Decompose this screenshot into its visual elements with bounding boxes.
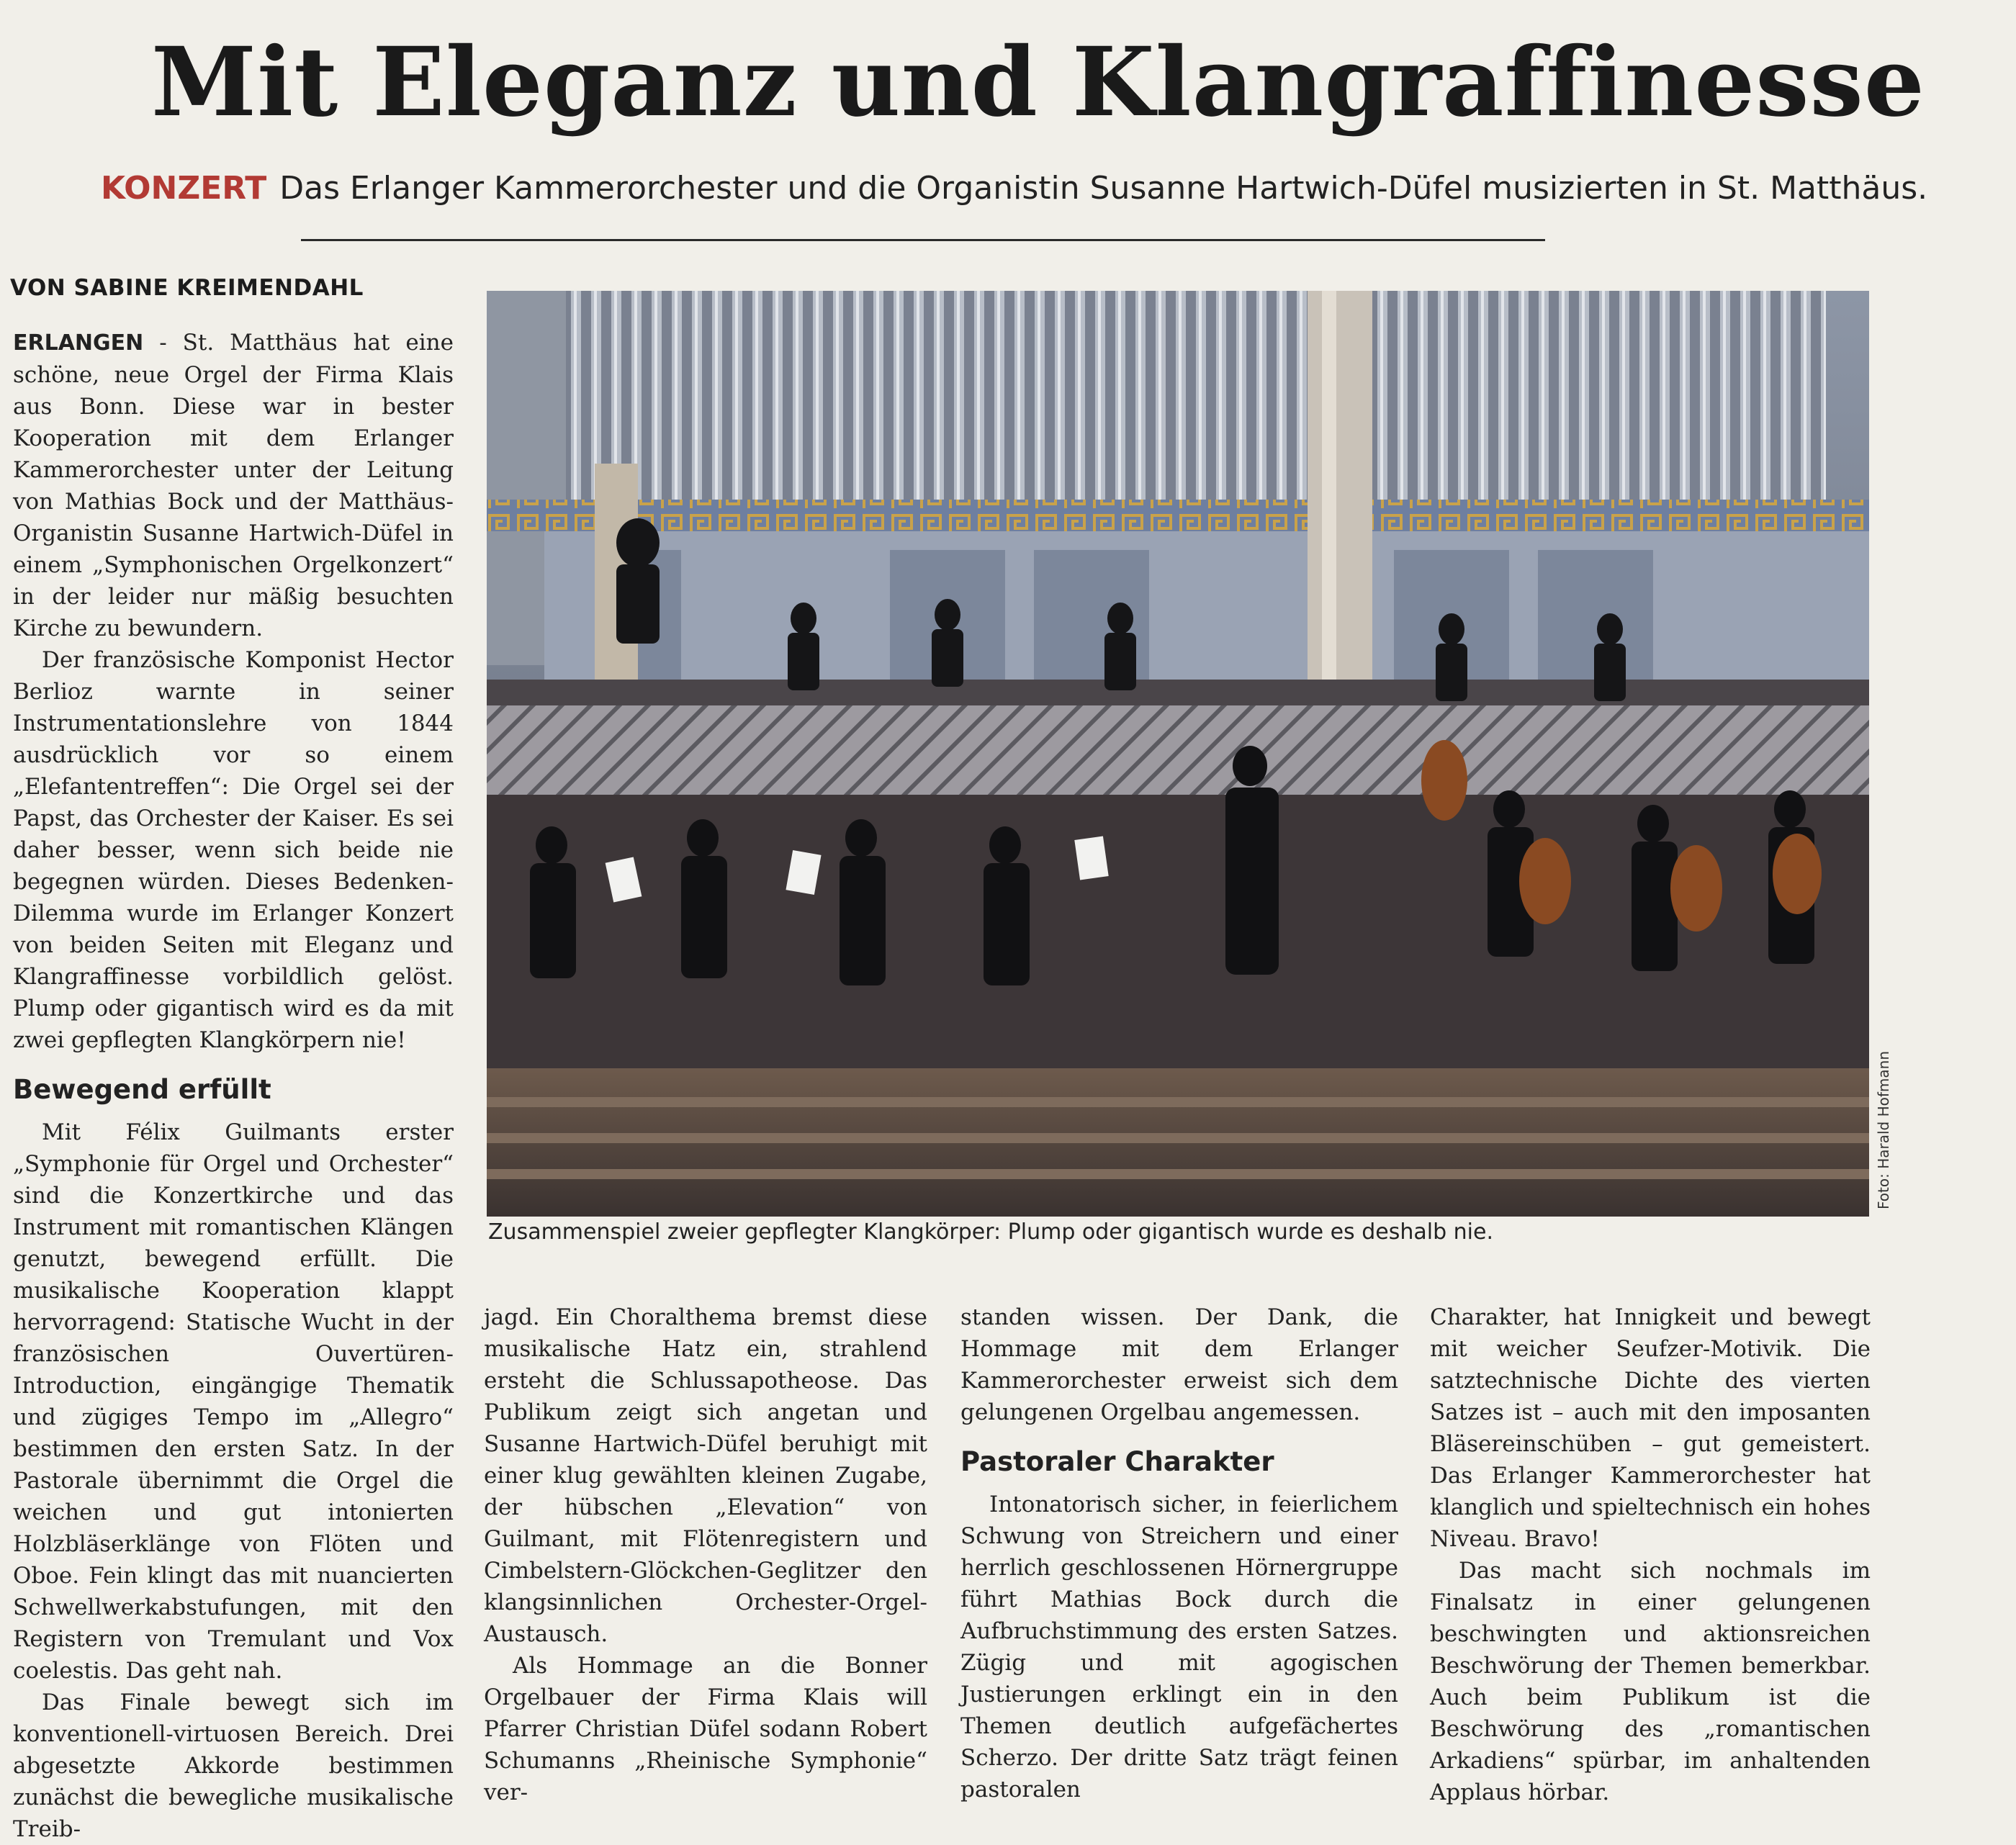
lead-paragraph <box>13 327 454 644</box>
photo-caption: Zusammenspiel zweier gepflegter Klangkörper: Plump oder gigantisch wurde es deshalb nie. <box>488 1219 1494 1245</box>
paragraph-2: Der französische Komponist Hector Berlioz warnte in seiner Instrumentationslehre von 1844 ausdrücklich vor so einem „Elefantentreffen“: Die Orgel sei der Papst, das Orchester der Kaiser. Es sei daher besser, wenn sich beide nie begegnen würden. Dieses Bedenken-Dilemma wurde im Erlanger Konzert von beiden Seiten mit Eleganz und Klangraffinesse vorbildlich gelöst. Plump oder gigantisch wird es da mit zwei gepflegten Klangkörpern nie! <box>13 647 454 1053</box>
byline: VON SABINE KREIMENDAHL <box>10 275 364 301</box>
article-column-2 <box>484 1302 927 1808</box>
subheadline-text: Das Erlanger Kammerorchester und die Organistin Susanne Hartwich-Düfel musizierten in St. Matthäus. <box>279 170 1928 207</box>
headline-rule <box>301 239 1545 241</box>
subhead-bewegend: Bewegend erfüllt <box>13 1074 271 1105</box>
lead-text: - St. Matthäus hat eine schöne, neue Orgel der Firma Klais aus Bonn. Diese war in bester Kooperation mit dem Erlanger Kammerorchester unter der Leitung von Mathias Bock und der Matthäus-Organistin Susanne Hartwich-Düfel in einem „Symphonischen Orgelkonzert“ in der leider nur mäßig besuchten Kirche zu bewundern. <box>13 330 454 641</box>
article-headline: Mit Eleganz und Klangraffinesse <box>151 27 1925 138</box>
subhead-pastoraler: Pastoraler Charakter <box>960 1446 1274 1477</box>
paragraph-5-start: Als Hommage an die Bonner Orgelbauer der Firma Klais will Pfarrer Christian Düfel sodann Robert Schumanns „Rheinische Symphonie“ ver- <box>484 1653 927 1805</box>
orchestra-photo-illustration <box>487 291 1869 1217</box>
article-column-1 <box>13 327 454 1845</box>
paragraph-6-start: Intonatorisch sicher, in feierlichem Schwung von Streichern und einer herrlich geschlossenen Hörnergruppe führt Mathias Bock durch die Aufbruchstimmung des ersten Satzes. Zügig und mit agogischen Justierungen erklingt ein in den Themen deutlich aufgefächertes Scherzo. Der dritte Satz trägt feinen pastoralen <box>960 1492 1398 1803</box>
dateline: ERLANGEN <box>13 330 144 356</box>
paragraph-4-start: Das Finale bewegt sich im konventionell-virtuosen Bereich. Drei abgesetzte Akkorde bestimmen zunächst die bewegliche musikalische Treib- <box>13 1690 454 1842</box>
paragraph-5-end: standen wissen. Der Dank, die Hommage mit dem Erlanger Kammerorchester erweist sich dem gelungenen Orgelbau angemessen. <box>960 1304 1398 1425</box>
paragraph-7: Das macht sich nochmals im Finalsatz in einer gelungenen beschwingten und aktionsreichen Beschwörung der Themen bemerkbar. Auch beim Publikum ist die Beschwörung des „romantischen Arkadiens“ spürbar, im anhaltenden Applaus hörbar. <box>1430 1558 1871 1805</box>
paragraph-3: Mit Félix Guilmants erster „Symphonie für Orgel und Orchester“ sind die Konzertkirche und das Instrument mit romantischen Klängen genutzt, bewegend erfüllt. Die musikalische Kooperation klappt hervorragend: Statische Wucht in der französischen Ouvertüren-Introduction, eingängige Thematik und zügiges Tempo im „Allegro“ bestimmen den ersten Satz. In der Pastorale übernimmt die Orgel die weichen und gut intonierten Holzbläserklänge von Flöten und Oboe. Fein klingt das mit nuancierten Schwellwerkabstufungen, mit den Registern von Tremulant und Vox coelestis. Das geht nah. <box>13 1119 454 1684</box>
photo-credit: Foto: Harald Hofmann <box>1875 1051 1892 1209</box>
article-column-3 <box>960 1302 1398 1805</box>
kicker-label: KONZERT <box>101 170 267 207</box>
article-subheadline <box>101 167 1987 210</box>
paragraph-6-end: Charakter, hat Innigkeit und bewegt mit weicher Seufzer-Motivik. Die satztechnische Dichte des vierten Satzes ist – auch mit den imposanten Bläsereinschüben – gut gemeistert. Das Erlanger Kammerorchester hat klanglich und spieltechnisch ein hohes Niveau. Bravo! <box>1430 1304 1871 1552</box>
article-column-4 <box>1430 1302 1871 1808</box>
orchestra-photo <box>487 291 1869 1217</box>
paragraph-4-end: jagd. Ein Choralthema bremst diese musikalische Hatz ein, strahlend ersteht die Schlussapotheose. Das Publikum zeigt sich angetan und Susanne Hartwich-Düfel beruhigt mit einer klug gewählten kleinen Zugabe, der hübschen „Elevation“ von Guilmant, mit Flötenregistern und Cimbelstern-Glöckchen-Geglitzer den klangsinnlichen Orchester-Orgel-Austausch. <box>484 1304 927 1647</box>
